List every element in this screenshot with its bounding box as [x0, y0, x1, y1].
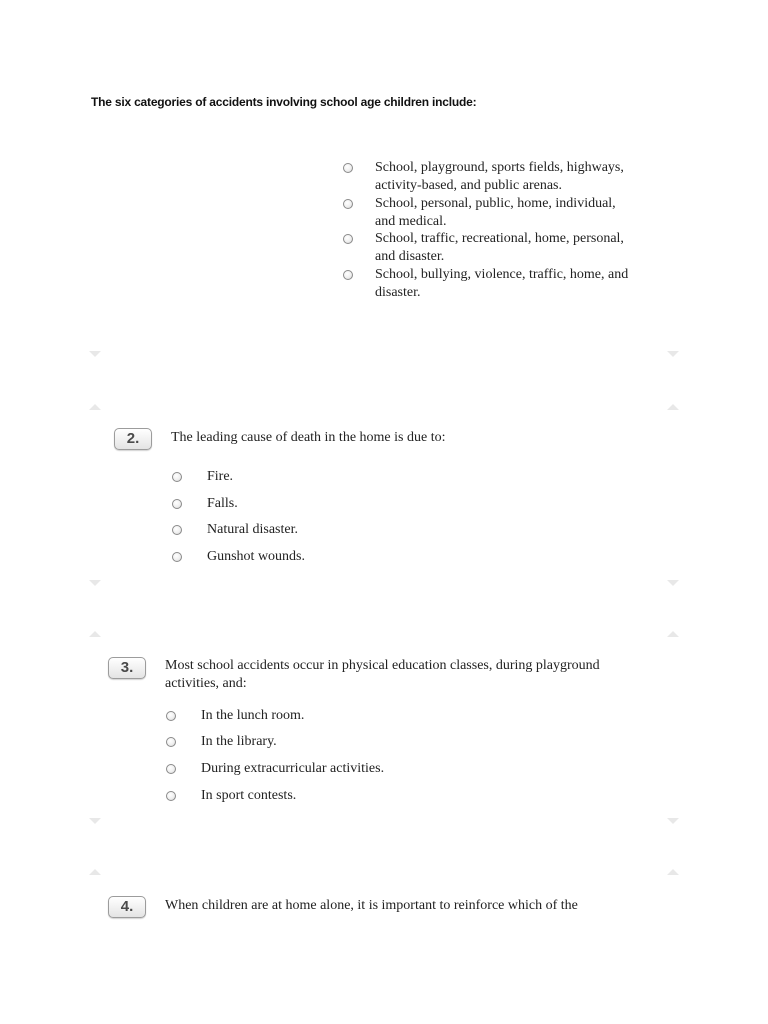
corner-mark [667, 580, 679, 586]
question-1-option-3[interactable] [343, 230, 624, 266]
question-2-option-2[interactable] [172, 495, 238, 513]
option-text: During extracurricular activities. [201, 761, 385, 776]
prompt-line: activities, and: [165, 676, 247, 691]
corner-mark [89, 631, 101, 637]
option-text-line: School, personal, public, home, individual, [375, 196, 616, 211]
corner-mark [89, 351, 101, 357]
option-text-line: School, playground, sports fields, highways, [375, 160, 624, 175]
question-1-option-1[interactable] [343, 159, 624, 195]
corner-mark [667, 404, 679, 410]
radio-button[interactable] [172, 525, 182, 535]
option-text-line: School, traffic, recreational, home, personal, [375, 231, 624, 246]
question-3-prompt [165, 657, 600, 693]
radio-button[interactable] [172, 552, 182, 562]
radio-button[interactable] [343, 270, 353, 280]
question-3-option-3[interactable] [166, 760, 384, 778]
option-text-line: School, bullying, violence, traffic, home, and [375, 267, 629, 282]
corner-mark [89, 869, 101, 875]
radio-button[interactable] [343, 234, 353, 244]
question-4-prompt: When children are at home alone, it is important to reinforce which of the [165, 898, 578, 913]
radio-button[interactable] [166, 791, 176, 801]
question-3-option-1[interactable] [166, 707, 304, 725]
corner-mark [667, 631, 679, 637]
option-text: In sport contests. [201, 788, 297, 803]
question-number-badge: 2. [114, 428, 152, 450]
question-2-option-4[interactable] [172, 548, 305, 566]
prompt-line: Most school accidents occur in physical education classes, during playground [165, 658, 600, 673]
question-1-option-4[interactable] [343, 266, 628, 302]
question-number-badge: 4. [108, 896, 146, 918]
option-text: Natural disaster. [207, 522, 298, 537]
corner-mark [667, 818, 679, 824]
option-text-line: disaster. [375, 285, 421, 300]
corner-mark [667, 351, 679, 357]
option-text-line: and disaster. [375, 249, 445, 264]
question-2-option-1[interactable] [172, 468, 233, 486]
question-3-option-4[interactable] [166, 787, 296, 805]
corner-mark [667, 869, 679, 875]
radio-button[interactable] [172, 472, 182, 482]
option-text-line: activity-based, and public arenas. [375, 178, 562, 193]
corner-mark [89, 580, 101, 586]
radio-button[interactable] [172, 499, 182, 509]
radio-button[interactable] [166, 737, 176, 747]
question-2-option-3[interactable] [172, 521, 298, 539]
radio-button[interactable] [166, 764, 176, 774]
radio-button[interactable] [343, 199, 353, 209]
option-text: Falls. [207, 496, 238, 511]
radio-button[interactable] [343, 163, 353, 173]
question-number-badge: 3. [108, 657, 146, 679]
question-3-option-2[interactable] [166, 733, 277, 751]
question-1-prompt: The six categories of accidents involving school age children include: [91, 95, 477, 109]
corner-mark [89, 404, 101, 410]
radio-button[interactable] [166, 711, 176, 721]
option-text: Fire. [207, 469, 234, 484]
corner-mark [89, 818, 101, 824]
question-2-prompt: The leading cause of death in the home is due to: [171, 430, 446, 445]
question-1-option-2[interactable] [343, 195, 616, 231]
option-text: Gunshot wounds. [207, 549, 306, 564]
option-text-line: and medical. [375, 214, 447, 229]
option-text: In the lunch room. [201, 708, 305, 723]
option-text: In the library. [201, 734, 277, 749]
